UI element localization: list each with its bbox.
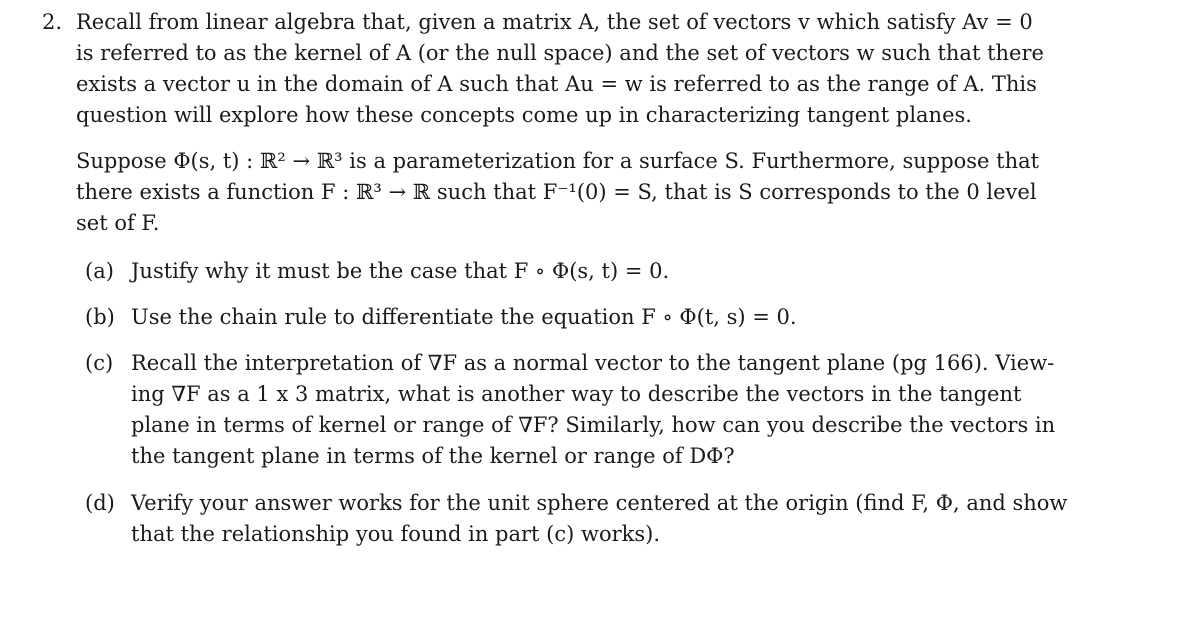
problem-number: 2. (42, 10, 63, 34)
part-c-line: Recall the interpretation of ∇F as a normal vector to the tangent plane (pg 166). View- (131, 351, 1055, 375)
part-d-label: (d) (85, 491, 115, 515)
setup-line: Suppose Φ(s, t) : ℝ² → ℝ³ is a parameterization for a surface S. Furthermore, suppose that (76, 149, 1040, 173)
intro-line: question will explore how these concepts come up in characterizing tangent planes. (76, 103, 972, 127)
intro-line: Recall from linear algebra that, given a matrix A, the set of vectors v which satisfy Av = 0 (76, 10, 1033, 34)
part-a-label: (a) (85, 259, 114, 283)
intro-line: exists a vector u in the domain of A such that Au = w is referred to as the range of A. This (76, 72, 1037, 96)
part-c-line: the tangent plane in terms of the kernel or range of DΦ? (131, 444, 735, 468)
part-c-line: ing ∇F as a 1 x 3 matrix, what is another way to describe the vectors in the tangent (131, 382, 1022, 406)
part-c-label: (c) (85, 351, 114, 375)
setup-line: there exists a function F : ℝ³ → ℝ such that F⁻¹(0) = S, that is S corresponds to the 0 level (76, 180, 1037, 204)
setup-line: set of F. (76, 211, 160, 235)
intro-line: is referred to as the kernel of A (or the null space) and the set of vectors w such that there (76, 41, 1044, 65)
part-d-line: Verify your answer works for the unit sphere centered at the origin (find F, Φ, and show (131, 491, 1068, 515)
part-d-line: that the relationship you found in part (c) works). (131, 522, 660, 546)
part-b-text: Use the chain rule to differentiate the equation F ∘ Φ(t, s) = 0. (131, 305, 797, 329)
part-c-line: plane in terms of kernel or range of ∇F? Similarly, how can you describe the vectors in (131, 413, 1056, 437)
part-b-label: (b) (85, 305, 115, 329)
part-a-text: Justify why it must be the case that F ∘ Φ(s, t) = 0. (131, 259, 670, 283)
